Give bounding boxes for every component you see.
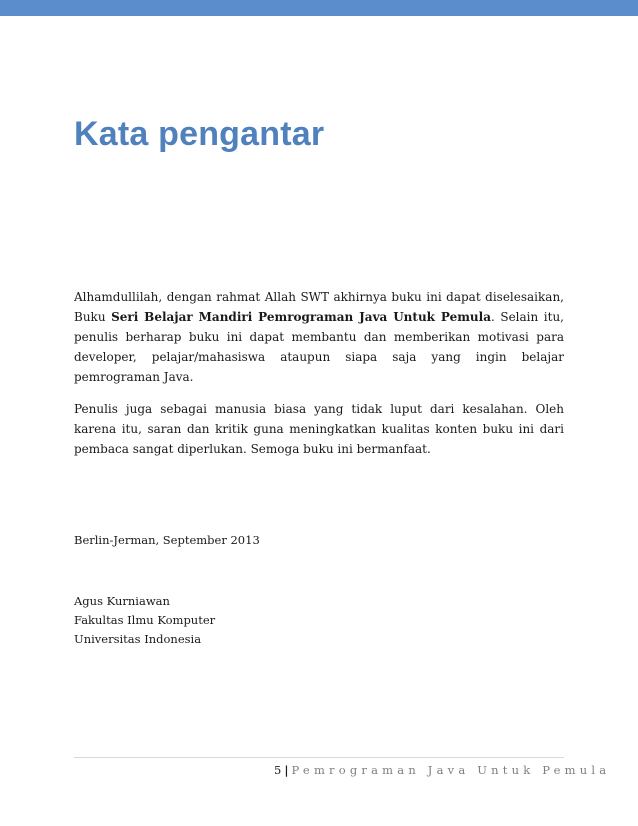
paragraph-intro-end: . Selain itu, penulis berharap buku ini dapat membantu dan memberikan motivasi para developer, pelajar/mahasiswa ataupun siapa saja yang ingin belajar pemrograman Java. xyxy=(74,310,564,384)
page-number: 5 xyxy=(274,763,282,777)
paragraph-closing: Penulis juga sebagai manusia biasa yang tidak luput dari kesalahan. Oleh karena itu, saran dan kritik guna meningkatkan kualitas konten buku ini dari pembaca sangat diperlukan. Semoga buku ini bermanfaat. xyxy=(74,402,564,456)
header-bar xyxy=(0,0,638,16)
footer-divider xyxy=(74,757,564,758)
body-text xyxy=(74,287,564,471)
author-faculty: Fakultas Ilmu Komputer xyxy=(74,613,216,627)
footer-separator: | xyxy=(284,763,289,777)
author-university: Universitas Indonesia xyxy=(74,632,202,646)
paragraph-intro-start: Alhamdullilah, dengan rahmat Allah SWT akhirnya buku ini dapat diselesaikan, Buku xyxy=(74,290,564,324)
place-date: Berlin-Jerman, September 2013 xyxy=(74,533,260,547)
page-title: Kata pengantar xyxy=(74,115,325,153)
author-name: Agus Kurniawan xyxy=(74,594,170,608)
signature-block xyxy=(74,592,215,649)
footer-book-title: Pemrograman Java Untuk Pemula xyxy=(291,763,611,777)
page-footer xyxy=(274,762,611,778)
paragraph-intro xyxy=(74,287,564,387)
book-series-title: Seri Belajar Mandiri Pemrograman Java Untuk Pemula xyxy=(111,310,491,324)
